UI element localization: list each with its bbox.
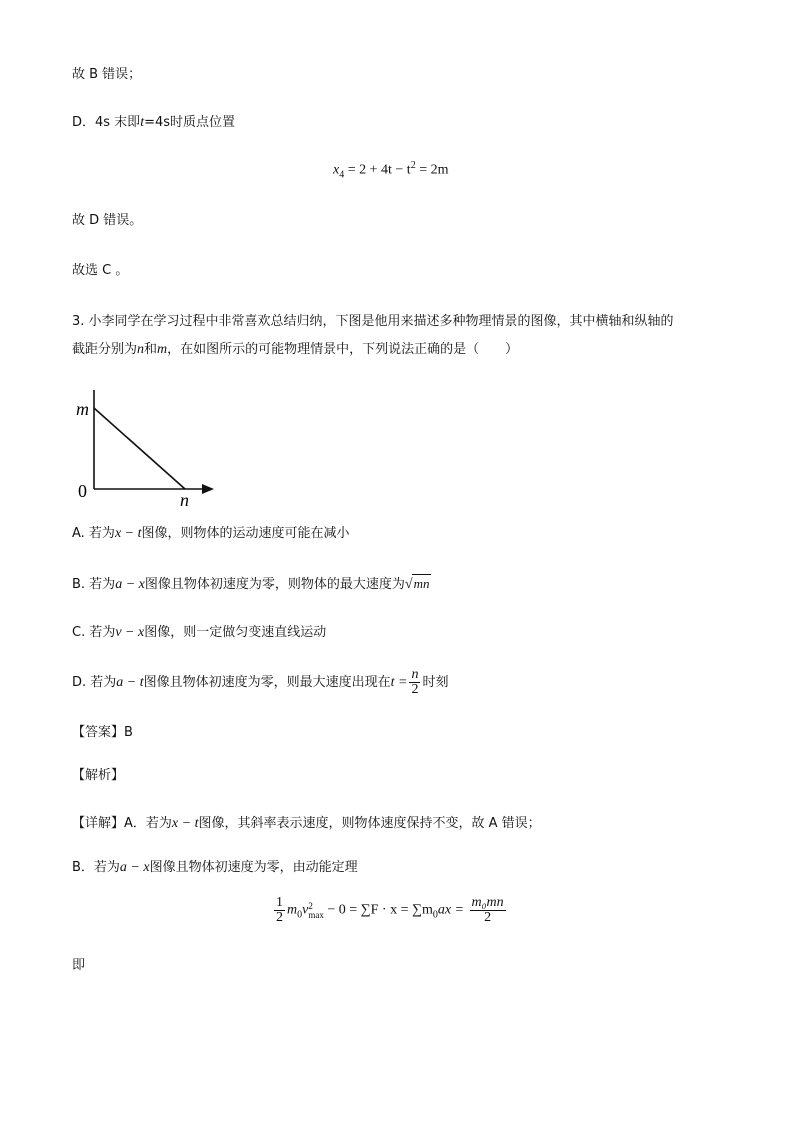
option-b: B. 若为a − x图像且物体初速度为零，则物体的最大速度为√mn (72, 576, 430, 592)
equation-energy (272, 896, 508, 925)
eq-sup: 2 (410, 160, 416, 171)
option-text: 图像，则物体的运动速度可能在减小 (141, 526, 350, 541)
option-var: v − x (115, 625, 145, 640)
text-line: 即 (72, 958, 86, 973)
detail-var: a − x (119, 860, 150, 875)
eq-m: m (287, 902, 298, 918)
fraction-rhs: $\frac{\text{m₀mn}}{2}$ (471, 895, 504, 925)
eq-x: x (333, 162, 340, 178)
eq-sub: 4 (339, 169, 345, 181)
intercept-graph (72, 380, 232, 510)
eq-sup: 2 (308, 900, 313, 911)
option-text: 图像且物体初速度为零，则最大速度出现在 (143, 675, 391, 690)
variable-m: m (157, 342, 168, 357)
text-segment: D．4s 末即 (72, 115, 141, 130)
option-var: a − t (116, 675, 144, 690)
answer-line (72, 724, 133, 742)
option-t: t = (390, 675, 408, 690)
option-text: B. 若为 (72, 577, 116, 592)
option-text: C. 若为 (72, 625, 116, 640)
eq-sub: 0 (432, 909, 438, 921)
text-segment: 图像，其斜率表示速度，则物体速度保持不变，故 A 错误； (198, 816, 541, 831)
answer-label: 【答案】 (72, 725, 125, 740)
text-segment: 截距分别为 (72, 342, 138, 357)
y-intercept-label: m (76, 399, 89, 419)
text-segment: 和 (144, 342, 158, 357)
option-a (72, 525, 350, 543)
graph-line (94, 408, 185, 489)
eq-end: = 2m (415, 162, 449, 178)
fraction: $\frac{n}{2}$ (411, 667, 419, 697)
eq-sub: 0 (297, 909, 303, 921)
text-segment: 图像且物体初速度为零，由动能定理 (149, 860, 358, 875)
text-segment: A．若为 (124, 816, 172, 831)
option-c (72, 624, 326, 642)
question-text (72, 341, 518, 359)
sqrt-expr: mn (413, 576, 430, 591)
answer-value: B (124, 725, 133, 740)
variable-t: t (140, 115, 145, 130)
option-var: x − t (114, 526, 142, 541)
text-segment: ，在如图所示的可能物理情景中，下列说法正确的是（ ） (167, 342, 519, 357)
text-line: 故 B 错误； (72, 67, 142, 82)
detail-b (72, 859, 358, 877)
eq-v: v (302, 902, 309, 918)
x-intercept-label: n (180, 490, 189, 510)
variable-n: n (137, 342, 145, 357)
option-text: D. 若为 (72, 675, 117, 690)
text-segment: B．若为 (72, 860, 120, 875)
option-text: 图像且物体初速度为零，则物体的最大速度为 (144, 577, 405, 592)
option-text: 时刻 (422, 675, 449, 690)
text-line: 故 D 错误。 (72, 213, 143, 228)
x-axis-arrow (202, 484, 214, 494)
origin-label: 0 (78, 481, 87, 501)
option-text: A. 若为 (72, 526, 115, 541)
text-segment: =4s时质点位置 (144, 115, 236, 130)
equation-position (333, 160, 448, 180)
eq-sub-max: max (308, 909, 324, 920)
eq-mid: − 0 = ∑F · x = ∑m (323, 902, 433, 918)
option-d (72, 666, 449, 700)
detail-label: 【详解】 (72, 816, 125, 831)
option-var: a − x (115, 577, 145, 592)
fraction-half: $\frac{1}{2}$ (276, 895, 283, 925)
text-line: 故选 C 。 (72, 263, 129, 278)
eq-rhs: = 2 + 4t − t (344, 162, 411, 178)
question-text: 3. 小李同学在学习过程中非常喜欢总结归纳，下图是他用来描述多种物理情景的图像，其中横轴和纵轴的 (72, 314, 674, 329)
text-line (72, 114, 235, 132)
analysis-label: 【解析】 (72, 768, 125, 783)
detail-a (72, 815, 541, 833)
option-text: 图像，则一定做匀变速直线运动 (144, 625, 327, 640)
eq-mid-end: ax = (437, 902, 468, 918)
detail-var: x − t (171, 816, 199, 831)
